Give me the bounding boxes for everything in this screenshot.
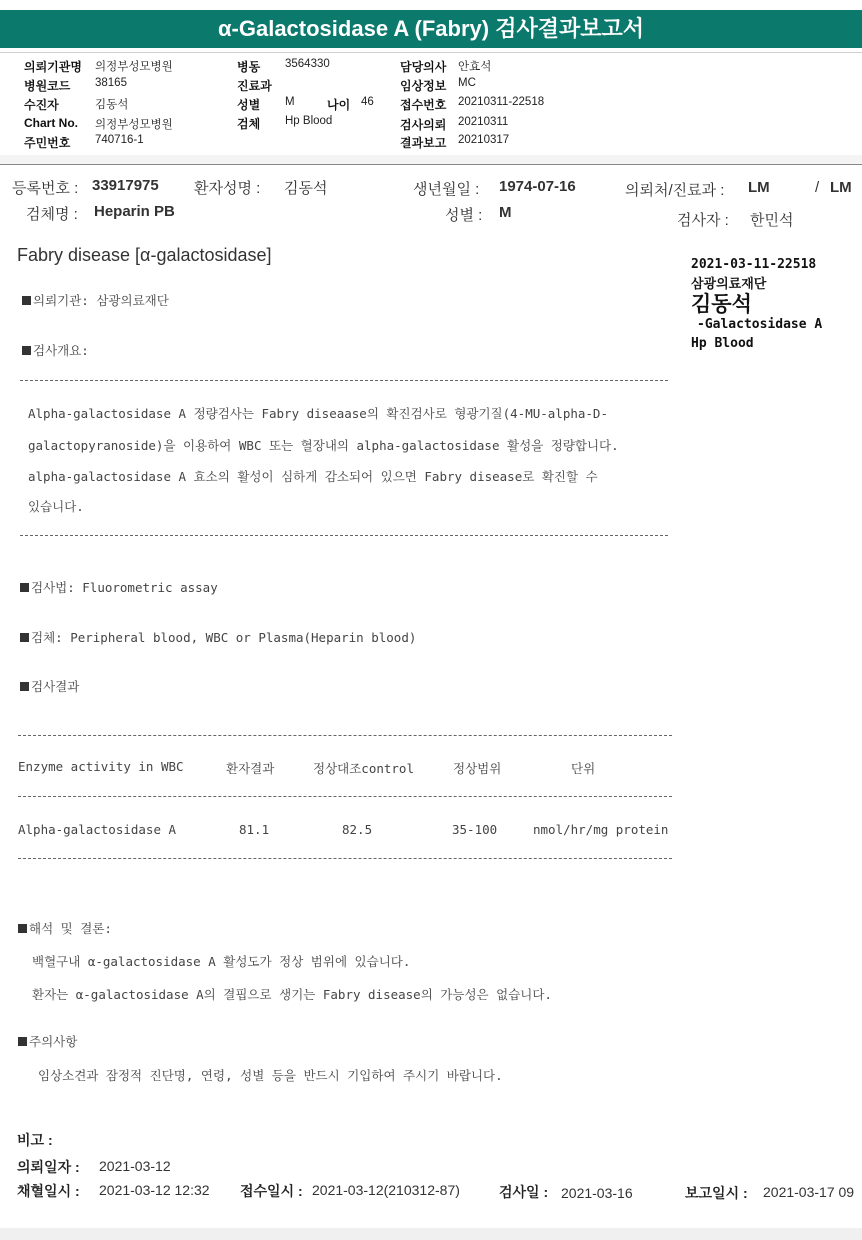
header-value-chart-no: 의정부성모병원	[95, 119, 173, 131]
header-value-patient: 김동석	[95, 99, 129, 111]
reg-no-label: 등록번호 :	[12, 180, 79, 197]
header-label-chart-no: Chart No.	[24, 116, 78, 130]
overview-line: 있습니다.	[28, 499, 84, 514]
header-value-sex: M	[285, 96, 295, 108]
header-value-doctor: 안효석	[458, 61, 492, 73]
dept-separator: /	[815, 179, 820, 196]
header-label-test-request: 검사의뢰	[400, 118, 447, 132]
dob-value: 1974-07-16	[499, 178, 576, 195]
report-heading: Fabry disease [α-galactosidase]	[17, 245, 272, 265]
dashed-divider	[20, 535, 668, 536]
header-label-patient: 수진자	[24, 98, 59, 112]
header-label-ward: 병동	[237, 60, 261, 74]
bullet-square-icon	[20, 633, 29, 642]
header-label-department: 진료과	[237, 79, 272, 93]
patient-name-label: 환자성명 :	[194, 180, 261, 197]
caution-line: 임상소견과 잠정적 진단명, 연령, 성별 등을 반드시 기입하여 주시기 바랍니다.	[38, 1068, 503, 1083]
bullet-square-icon	[18, 924, 27, 933]
header-label-doctor: 담당의사	[400, 60, 447, 74]
header-value-specimen: Hp Blood	[285, 115, 333, 127]
receipt-time-label: 접수일시 :	[240, 1183, 303, 1199]
institution-text: 의뢰기관: 삼광의료재단	[33, 293, 169, 308]
header-label-age: 나이	[327, 98, 351, 112]
header-label-specimen: 검체	[237, 117, 261, 131]
sex-label: 성별 :	[445, 207, 483, 224]
interpretation-line: 환자는 α-galactosidase A의 결핍으로 생기는 Fabry disease의 가능성은 없습니다.	[32, 987, 552, 1002]
test-date-value: 2021-03-16	[561, 1185, 633, 1201]
reg-no-value: 33917975	[92, 177, 159, 194]
sticker-specimen: Hp Blood	[691, 336, 754, 351]
interpretation-line: 백혈구내 α-galactosidase A 활성도가 정상 범위에 있습니다.	[32, 954, 411, 969]
examiner-label: 검사자 :	[677, 212, 729, 229]
method-line	[20, 578, 218, 596]
table-header: 정상대조control	[313, 761, 414, 776]
dashed-divider	[20, 380, 668, 381]
dept-value-1: LM	[748, 179, 770, 196]
bullet-square-icon	[22, 296, 31, 305]
sticker-foundation: 삼광의료재단	[691, 277, 767, 292]
bullet-square-icon	[20, 583, 29, 592]
bullet-square-icon	[22, 346, 31, 355]
results-title-text: 검사결과	[31, 679, 80, 694]
title-divider	[0, 52, 862, 53]
table-cell-control: 82.5	[342, 822, 373, 837]
header-label-institution: 의뢰기관명	[24, 60, 82, 74]
report-title: α-Galactosidase A (Fabry) 검사결과보고서	[0, 10, 862, 48]
header-label-result-report: 결과보고	[400, 136, 447, 150]
sex-value: M	[499, 204, 512, 221]
caution-title-text: 주의사항	[29, 1034, 78, 1049]
overview-title	[22, 341, 89, 359]
sticker-receipt-no: 2021-03-11-22518	[691, 257, 817, 272]
table-header: Enzyme activity in WBC	[18, 759, 184, 774]
header-value-hospital-code: 38165	[95, 77, 127, 89]
bullet-square-icon	[20, 682, 29, 691]
header-value-receipt-no: 20210311-22518	[458, 96, 545, 108]
institution-line	[22, 291, 169, 309]
overview-title-text: 검사개요:	[33, 343, 89, 358]
interpretation-title	[18, 919, 112, 937]
dept-value-2: LM	[830, 179, 852, 196]
header-value-ward: 3564330	[285, 58, 330, 70]
remarks-label: 비고 :	[17, 1132, 53, 1148]
table-header: 환자결과	[226, 761, 275, 776]
table-cell-range: 35-100	[452, 822, 498, 837]
interpretation-title-text: 해석 및 결론:	[29, 921, 112, 936]
patient-name-value: 김동석	[284, 180, 328, 197]
specimen-name-label: 검체명 :	[26, 206, 78, 223]
dept-label: 의뢰처/진료과 :	[625, 182, 725, 199]
request-date-value: 2021-03-12	[99, 1158, 171, 1174]
caution-title	[18, 1032, 77, 1050]
overview-line: alpha-galactosidase A 효소의 활성이 심하게 감소되어 있으면 Fabry disease로 확진할 수	[28, 469, 598, 484]
header-shade	[0, 155, 862, 164]
header-label-sex: 성별	[237, 98, 261, 112]
header-value-institution: 의정부성모병원	[95, 61, 173, 73]
header-value-resident-no: 740716-1	[95, 134, 144, 146]
collect-time-value: 2021-03-12 12:32	[99, 1182, 210, 1198]
header-label-hospital-code: 병원코드	[24, 79, 71, 93]
bottom-edge	[0, 1228, 862, 1240]
dob-label: 생년월일 :	[413, 181, 480, 198]
sticker-patient-name: 김동석	[691, 292, 752, 316]
report-time-value: 2021-03-17 09	[763, 1184, 855, 1200]
table-rule-top	[18, 735, 672, 736]
report-time-label: 보고일시 :	[685, 1185, 748, 1201]
header-label-resident-no: 주민번호	[24, 136, 71, 150]
header-value-age: 46	[361, 96, 374, 108]
header-value-test-request: 20210311	[458, 116, 509, 128]
header-value-clinical-info: MC	[458, 77, 476, 89]
header-label-receipt-no: 접수번호	[400, 98, 447, 112]
request-date-label: 의뢰일자 :	[17, 1159, 80, 1175]
specimen-name-value: Heparin PB	[94, 203, 175, 220]
bullet-square-icon	[18, 1037, 27, 1046]
overview-line: galactopyranoside)을 이용하여 WBC 또는 혈장내의 alpha-galactosidase 활성을 정량합니다.	[28, 438, 619, 453]
table-header: 단위	[571, 761, 596, 776]
table-cell-test: Alpha-galactosidase A	[18, 822, 177, 837]
header-value-result-report: 20210317	[458, 134, 510, 146]
table-header: 정상범위	[453, 761, 502, 776]
table-rule-bottom	[18, 858, 672, 859]
table-cell-unit: nmol/hr/mg protein	[533, 822, 669, 837]
results-title	[20, 677, 79, 695]
examiner-value: 한민석	[750, 212, 794, 229]
test-date-label: 검사일 :	[499, 1184, 549, 1200]
method-text: 검사법: Fluorometric assay	[31, 580, 218, 595]
receipt-time-value: 2021-03-12(210312-87)	[312, 1182, 460, 1198]
collect-time-label: 채혈일시 :	[17, 1183, 80, 1199]
overview-line: Alpha-galactosidase A 정량검사는 Fabry diseaase의 확진검사로 형광기질(4-MU-alpha-D-	[28, 406, 608, 421]
sticker-test-name: -Galactosidase A	[697, 317, 823, 332]
table-rule-mid	[18, 796, 672, 797]
header-divider	[0, 164, 862, 165]
specimen-line	[20, 628, 416, 646]
specimen-text: 검체: Peripheral blood, WBC or Plasma(Heparin blood)	[31, 630, 417, 645]
header-label-clinical-info: 임상정보	[400, 79, 447, 93]
table-cell-patient-result: 81.1	[239, 822, 270, 837]
